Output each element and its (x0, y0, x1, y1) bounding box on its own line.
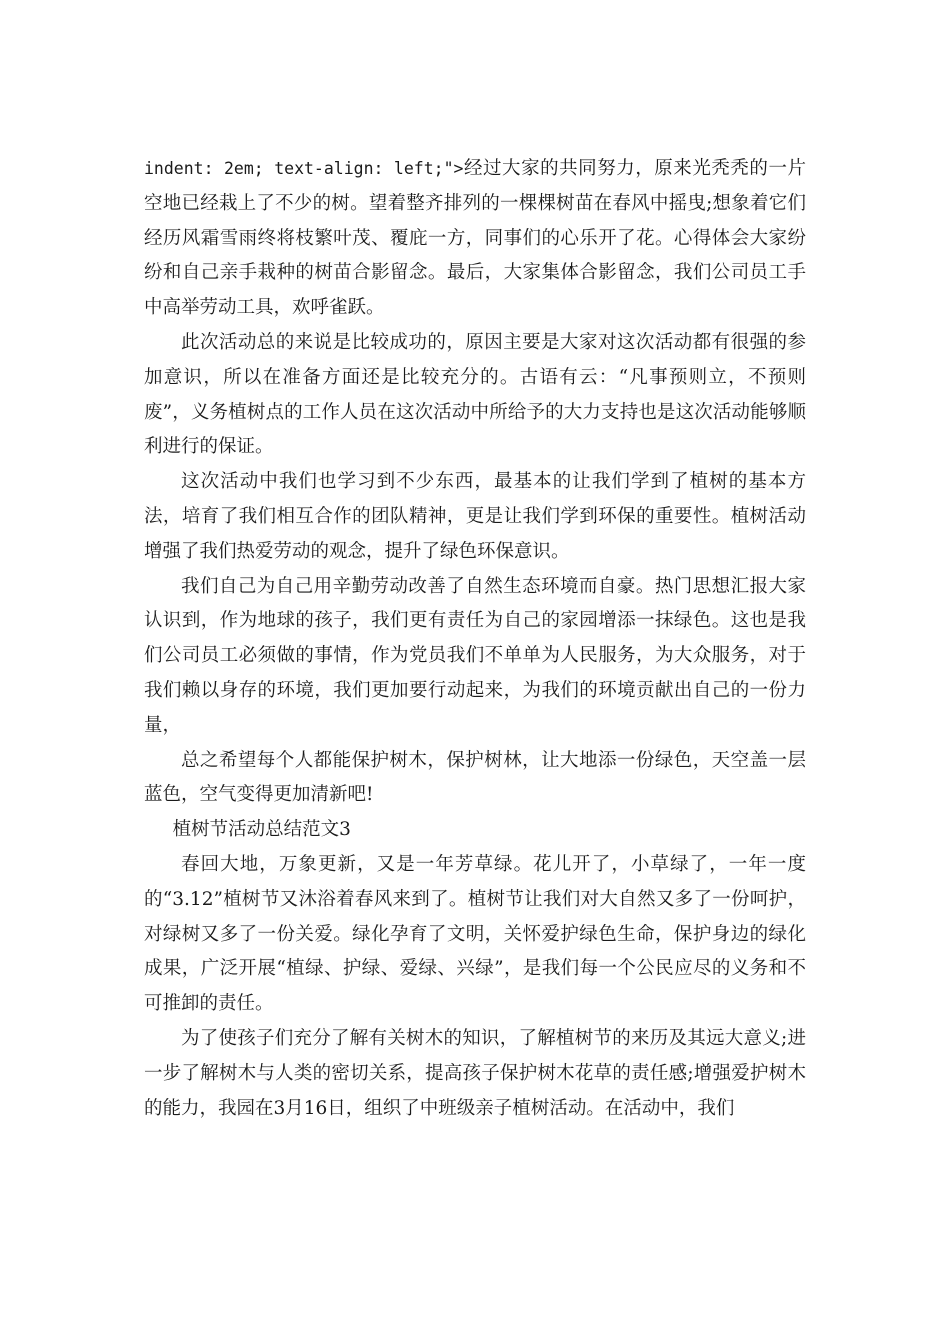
paragraph-lessons-learned: 这次活动中我们也学习到不少东西，最基本的让我们学到了植树的基本方法，培育了我们相互合作的团队精神，更是让我们学到环保的重要性。植树活动增强了我们热爱劳动的观念，提升了绿色环保意识。 (144, 471, 806, 562)
paragraph-planting-result (144, 152, 806, 326)
paragraph-spring-arbor-day: 春回大地，万象更新，又是一年芳草绿。花儿开了，小草绿了，一年一度的“3.12”植树节又沐浴着春风来到了。植树节让我们对大自然又多了一份呵护，对绿树又多了一份关爱。绿化孕育了文明，关怀爱护绿色生命，保护身边的绿化成果，广泛开展“植绿、护绿、爱绿、兴绿”，是我们每一个公民应尽的义务和不可推卸的责任。 (144, 853, 806, 1015)
stray-markup-fragment: indent: 2em; text-align: left;"> (144, 159, 464, 178)
section-heading: 植树节活动总结范文3 (172, 819, 351, 841)
document-body (144, 152, 806, 1126)
paragraph-conclusion-hope: 总之希望每个人都能保护树木，保护树林，让大地添一份绿色，天空盖一层蓝色，空气变得更加清新吧! (144, 749, 806, 806)
paragraph-environment-pride: 我们自己为自己用辛勤劳动改善了自然生态环境而自豪。热门思想汇报大家认识到，作为地球的孩子，我们更有责任为自己的家园增添一抹绿色。这也是我们公司员工必须做的事情，作为党员我们不单单为人民服务，为大众服务，对于我们赖以身存的环境，我们更加要行动起来，为我们的环境贡献出自己的一份力量， (144, 575, 806, 736)
paragraph-text: 经过大家的共同努力，原来光秃秃的一片空地已经栽上了不少的树。望着整齐排列的一棵棵树苗在春风中摇曳;想象着它们经历风霜雪雨终将枝繁叶茂、覆庇一方，同事们的心乐开了花。心得体会大家纷纷和自己亲手栽种的树苗合影留念。最后，大家集体合影留念，我们公司员工手中高举劳动工具，欢呼雀跃。 (144, 158, 806, 319)
paragraph-kindergarten-activity: 为了使孩子们充分了解有关树木的知识，了解植树节的来历及其远大意义;进一步了解树木与人类的密切关系，提高孩子保护树木花草的责任感;增强爱护树木的能力，我园在3月16日，组织了中班级亲子植树活动。在活动中，我们 (144, 1027, 806, 1119)
paragraph-activity-success: 此次活动总的来说是比较成功的，原因主要是大家对这次活动都有很强的参加意识，所以在准备方面还是比较充分的。古语有云：“凡事预则立，不预则废”，义务植树点的工作人员在这次活动中所给予的大力支持也是这次活动能够顺利进行的保证。 (144, 331, 806, 458)
